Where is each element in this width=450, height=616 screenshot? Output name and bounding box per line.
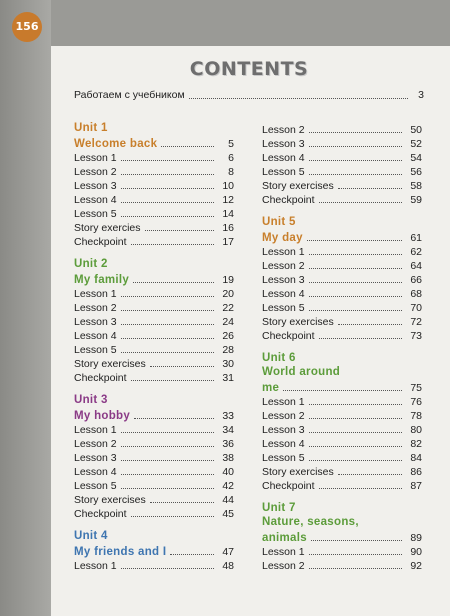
page-binding-shadow — [0, 0, 51, 616]
dot-leader — [121, 460, 214, 461]
dot-leader — [121, 296, 214, 297]
toc-label: Lesson 3 — [262, 274, 305, 286]
toc-label: Lesson 4 — [262, 288, 305, 300]
dot-leader — [309, 554, 402, 555]
dot-leader — [283, 390, 402, 391]
dot-leader — [145, 230, 214, 231]
dot-leader — [121, 310, 214, 311]
toc-label: Story exercises — [74, 358, 146, 370]
unit-title: My day — [262, 232, 303, 244]
unit-title-row[interactable] — [262, 530, 422, 544]
page-ref: 56 — [410, 166, 422, 178]
dot-leader — [121, 352, 214, 353]
toc-label: Story exercises — [262, 466, 334, 478]
unit-title: Nature, seasons, — [262, 516, 359, 528]
dot-leader — [131, 516, 214, 517]
page-ref: 92 — [410, 560, 422, 572]
toc-row[interactable] — [262, 286, 422, 300]
toc-row[interactable] — [262, 150, 422, 164]
dot-leader — [338, 474, 402, 475]
page-ref: 5 — [228, 138, 234, 150]
toc-label: Lesson 4 — [262, 152, 305, 164]
toc-row[interactable] — [262, 422, 422, 436]
toc-label: Lesson 1 — [262, 396, 305, 408]
toc-entry-textbook[interactable] — [74, 89, 424, 103]
dot-leader — [309, 310, 402, 311]
unit-heading: Unit 1 — [74, 122, 108, 134]
dot-leader — [121, 446, 214, 447]
unit-title: My hobby — [74, 410, 131, 422]
page-ref: 33 — [222, 410, 234, 422]
toc-label: Lesson 3 — [74, 452, 117, 464]
page-ref: 34 — [222, 424, 234, 436]
dot-leader — [121, 338, 214, 339]
toc-label: Checkpoint — [74, 236, 127, 248]
dot-leader — [150, 366, 214, 367]
toc-row[interactable] — [262, 314, 422, 328]
dot-leader — [309, 282, 402, 283]
page-ref: 20 — [222, 288, 234, 300]
page-ref: 80 — [410, 424, 422, 436]
page-ref: 72 — [410, 316, 422, 328]
toc-row[interactable] — [262, 408, 422, 422]
toc-label: Checkpoint — [262, 194, 315, 206]
toc-row[interactable] — [262, 164, 422, 178]
page-ref: 90 — [410, 546, 422, 558]
page-ref: 26 — [222, 330, 234, 342]
toc-row[interactable] — [74, 464, 234, 478]
toc-label: Lesson 1 — [74, 152, 117, 164]
dot-leader — [121, 160, 214, 161]
unit-title: My family — [74, 274, 130, 286]
unit-heading: Unit 4 — [74, 530, 108, 542]
page-ref: 42 — [222, 480, 234, 492]
toc-row[interactable] — [74, 286, 234, 300]
toc-label: Lesson 2 — [74, 438, 117, 450]
toc-label: Lesson 5 — [262, 452, 305, 464]
page-ref: 8 — [228, 166, 234, 178]
page-ref: 10 — [222, 180, 234, 192]
page-ref: 76 — [410, 396, 422, 408]
unit-heading: Unit 7 — [262, 502, 296, 514]
toc-label: Lesson 1 — [262, 546, 305, 558]
page-ref: 16 — [222, 222, 234, 234]
page-ref: 17 — [222, 236, 234, 248]
toc-row[interactable] — [74, 492, 234, 506]
toc-row[interactable] — [74, 164, 234, 178]
dot-leader — [121, 216, 214, 217]
unit-title-cont: animals — [262, 532, 307, 544]
toc-row[interactable] — [74, 300, 234, 314]
page-ref: 40 — [222, 466, 234, 478]
toc-row[interactable] — [74, 192, 234, 206]
page-ref: 36 — [222, 438, 234, 450]
dot-leader — [309, 146, 402, 147]
dot-leader — [161, 146, 214, 147]
unit-heading: Unit 3 — [74, 394, 108, 406]
page-ref: 73 — [410, 330, 422, 342]
toc-label: Lesson 1 — [74, 288, 117, 300]
dot-leader — [121, 568, 214, 569]
page-ref: 31 — [222, 372, 234, 384]
toc-label: Lesson 4 — [74, 466, 117, 478]
page-ref: 14 — [222, 208, 234, 220]
toc-row[interactable] — [74, 478, 234, 492]
toc-row[interactable] — [74, 328, 234, 342]
page-ref: 86 — [410, 466, 422, 478]
toc-label: Lesson 5 — [74, 480, 117, 492]
page-ref: 89 — [410, 532, 422, 544]
dot-leader — [121, 432, 214, 433]
page-ref: 45 — [222, 508, 234, 520]
toc-label: Lesson 1 — [262, 246, 305, 258]
toc-column-right — [262, 122, 422, 572]
page-number-badge: 156 — [12, 12, 42, 42]
toc-row[interactable] — [74, 422, 234, 436]
page-ref: 59 — [410, 194, 422, 206]
toc-entry-page: 3 — [418, 89, 424, 101]
dot-leader — [309, 404, 402, 405]
dot-leader — [134, 418, 214, 419]
toc-label: Story exercises — [74, 494, 146, 506]
toc-row[interactable] — [262, 300, 422, 314]
unit-heading: Unit 6 — [262, 352, 296, 364]
page-ref: 82 — [410, 438, 422, 450]
toc-row[interactable] — [262, 244, 422, 258]
toc-row[interactable] — [74, 220, 234, 234]
dot-leader — [150, 502, 214, 503]
toc-row[interactable] — [262, 558, 422, 572]
toc-row[interactable] — [74, 206, 234, 220]
dot-leader — [309, 446, 402, 447]
dot-leader — [338, 324, 402, 325]
page-ref: 19 — [222, 274, 234, 286]
dot-leader — [309, 132, 402, 133]
toc-row[interactable] — [262, 328, 422, 342]
toc-row[interactable] — [262, 464, 422, 478]
toc-row[interactable] — [74, 178, 234, 192]
page-ref: 58 — [410, 180, 422, 192]
unit-heading: Unit 2 — [74, 258, 108, 270]
dot-leader — [309, 160, 402, 161]
page-ref: 44 — [222, 494, 234, 506]
toc-label: Lesson 2 — [74, 302, 117, 314]
dot-leader — [309, 268, 402, 269]
dot-leader — [121, 174, 214, 175]
toc-label: Lesson 2 — [262, 560, 305, 572]
toc-label: Lesson 4 — [74, 330, 117, 342]
page-ref: 68 — [410, 288, 422, 300]
page-ref: 28 — [222, 344, 234, 356]
unit-title: World around — [262, 366, 341, 378]
toc-row[interactable] — [74, 150, 234, 164]
toc-label: Story exercises — [262, 316, 334, 328]
dot-leader — [121, 188, 214, 189]
toc-label: Lesson 4 — [74, 194, 117, 206]
page-ref: 12 — [222, 194, 234, 206]
page-ref: 84 — [410, 452, 422, 464]
toc-row[interactable] — [74, 436, 234, 450]
page-title: CONTENTS — [189, 58, 309, 80]
page-ref: 61 — [410, 232, 422, 244]
dot-leader — [309, 432, 402, 433]
dot-leader — [309, 418, 402, 419]
toc-label: Lesson 3 — [262, 424, 305, 436]
dot-leader — [133, 282, 214, 283]
toc-label: Lesson 2 — [74, 166, 117, 178]
toc-label: Lesson 2 — [262, 410, 305, 422]
toc-label: Story exercises — [262, 180, 334, 192]
toc-label: Story exercies — [74, 222, 141, 234]
toc-label: Lesson 5 — [262, 302, 305, 314]
toc-row[interactable] — [74, 370, 234, 384]
unit-title-row[interactable] — [262, 380, 422, 394]
unit-title: Welcome back — [74, 138, 158, 150]
toc-label: Lesson 1 — [74, 560, 117, 572]
toc-label: Lesson 2 — [262, 124, 305, 136]
dot-leader — [131, 380, 214, 381]
dot-leader — [309, 568, 402, 569]
toc-row[interactable] — [74, 342, 234, 356]
page-ref: 52 — [410, 138, 422, 150]
dot-leader — [338, 188, 402, 189]
toc-label: Checkpoint — [262, 330, 315, 342]
toc-label: Lesson 3 — [74, 180, 117, 192]
page-ref: 62 — [410, 246, 422, 258]
page-ref: 54 — [410, 152, 422, 164]
toc-row[interactable] — [74, 558, 234, 572]
toc-row[interactable] — [262, 178, 422, 192]
toc-label: Lesson 3 — [262, 138, 305, 150]
dot-leader — [121, 202, 214, 203]
page-ref: 24 — [222, 316, 234, 328]
toc-row[interactable] — [262, 450, 422, 464]
unit-title-cont: me — [262, 382, 280, 394]
dot-leader — [319, 338, 402, 339]
page-ref: 22 — [222, 302, 234, 314]
toc-row[interactable] — [262, 192, 422, 206]
toc-row[interactable] — [262, 136, 422, 150]
toc-label: Lesson 5 — [74, 344, 117, 356]
toc-label: Lesson 3 — [74, 316, 117, 328]
toc-row[interactable] — [262, 258, 422, 272]
unit-title-row[interactable] — [262, 230, 422, 244]
page-ref: 38 — [222, 452, 234, 464]
toc-row[interactable] — [262, 436, 422, 450]
toc-label: Checkpoint — [74, 508, 127, 520]
page-ref: 70 — [410, 302, 422, 314]
dot-leader — [189, 89, 408, 99]
page-ref: 66 — [410, 274, 422, 286]
toc-column-left — [74, 122, 234, 572]
dot-leader — [319, 202, 402, 203]
dot-leader — [309, 254, 402, 255]
page-ref: 87 — [410, 480, 422, 492]
dot-leader — [121, 488, 214, 489]
page-ref: 64 — [410, 260, 422, 272]
toc-row[interactable] — [74, 356, 234, 370]
toc-row[interactable] — [262, 478, 422, 492]
toc-row[interactable] — [262, 394, 422, 408]
dot-leader — [311, 540, 402, 541]
toc-row[interactable] — [262, 272, 422, 286]
dot-leader — [309, 296, 402, 297]
page-ref: 50 — [410, 124, 422, 136]
toc-label: Lesson 5 — [74, 208, 117, 220]
page-ref: 78 — [410, 410, 422, 422]
toc-row[interactable] — [74, 450, 234, 464]
toc-entry-label: Работаем с учебником — [74, 89, 185, 101]
toc-row[interactable] — [74, 234, 234, 248]
dot-leader — [121, 474, 214, 475]
page-ref: 47 — [222, 546, 234, 558]
dot-leader — [170, 554, 214, 555]
dot-leader — [319, 488, 402, 489]
unit-title-row[interactable] — [74, 136, 234, 150]
toc-label: Checkpoint — [74, 372, 127, 384]
unit-title-row[interactable] — [74, 272, 234, 286]
toc-row[interactable] — [74, 314, 234, 328]
page-ref: 6 — [228, 152, 234, 164]
toc-row[interactable] — [262, 122, 422, 136]
unit-title-row[interactable] — [74, 544, 234, 558]
dot-leader — [131, 244, 214, 245]
page-ref: 75 — [410, 382, 422, 394]
page-ref: 48 — [222, 560, 234, 572]
unit-title: My friends and I — [74, 546, 167, 558]
toc-row[interactable] — [262, 544, 422, 558]
dot-leader — [307, 240, 402, 241]
toc-label: Lesson 1 — [74, 424, 117, 436]
dot-leader — [309, 174, 402, 175]
toc-label: Checkpoint — [262, 480, 315, 492]
dot-leader — [309, 460, 402, 461]
unit-title-row[interactable] — [74, 408, 234, 422]
unit-heading: Unit 5 — [262, 216, 296, 228]
toc-label: Lesson 4 — [262, 438, 305, 450]
dot-leader — [121, 324, 214, 325]
toc-label: Lesson 5 — [262, 166, 305, 178]
toc-row[interactable] — [74, 506, 234, 520]
toc-label: Lesson 2 — [262, 260, 305, 272]
page-ref: 30 — [222, 358, 234, 370]
